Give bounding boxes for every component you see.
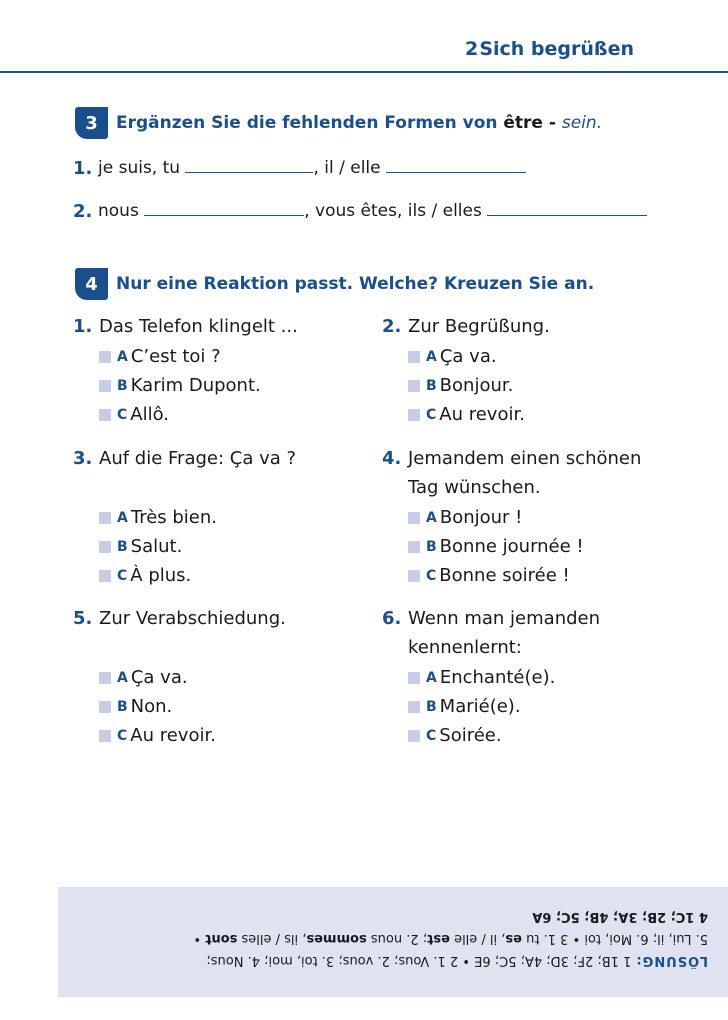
- q2-option-c[interactable]: [408, 400, 525, 429]
- checkbox[interactable]: [408, 570, 420, 582]
- checkbox[interactable]: [408, 512, 420, 524]
- q3-option-c[interactable]: [99, 561, 191, 590]
- q4-option-c[interactable]: [408, 561, 570, 590]
- checkbox[interactable]: [99, 570, 111, 582]
- chapter-title: Sich begrüßen: [479, 38, 634, 60]
- question-6-text-line-2: kennenlernt:: [408, 637, 522, 658]
- option-letter: B: [117, 538, 128, 555]
- ex3-blank-2b[interactable]: [487, 201, 647, 216]
- q5-option-a[interactable]: [99, 663, 188, 692]
- ex3-blank-1b[interactable]: [386, 158, 526, 173]
- question-3-number: 3.: [73, 448, 93, 469]
- solution-line-2: [68, 927, 708, 949]
- q6-option-b[interactable]: [408, 692, 521, 721]
- option-letter: B: [117, 698, 128, 715]
- option-letter: A: [117, 509, 128, 526]
- ex3-line-2-text-a: nous: [98, 201, 145, 221]
- option-text: Allô.: [130, 404, 170, 425]
- exercise-3-title-text: Ergänzen Sie die fehlenden Formen von: [116, 113, 504, 133]
- q4-option-a[interactable]: [408, 503, 522, 532]
- option-letter: C: [426, 567, 437, 584]
- question-4-text: [408, 444, 641, 502]
- q2-option-a[interactable]: [408, 342, 497, 371]
- q6-option-c[interactable]: [408, 721, 502, 750]
- q5-option-b[interactable]: [99, 692, 172, 721]
- ex3-line-2-text-b: , vous êtes, ils / elles: [304, 201, 488, 221]
- question-4-text-line-2: Tag wünschen.: [408, 477, 541, 498]
- exercise-4-title: Nur eine Reaktion passt. Welche? Kreuzen Sie an.: [116, 274, 595, 294]
- option-letter: A: [117, 348, 128, 365]
- option-letter: C: [117, 567, 128, 584]
- question-2: [382, 312, 550, 341]
- option-text: Karim Dupont.: [130, 375, 261, 396]
- checkbox[interactable]: [408, 701, 420, 713]
- question-5-number: 5.: [73, 608, 93, 629]
- ex3-line-1: [98, 158, 526, 178]
- exercise-4-badge: 4: [75, 268, 108, 300]
- header-divider: [0, 71, 728, 73]
- option-text: Bonne soirée !: [439, 565, 570, 586]
- question-6: [382, 604, 600, 662]
- solution-line-2-e: , ils / elles: [237, 931, 307, 946]
- solution-line-3-text: 4 1C; 2B; 3A; 4B; 5C; 6A: [532, 909, 708, 924]
- solution-line-2-bold-1: es: [505, 931, 522, 946]
- solution-box: [58, 887, 728, 997]
- question-5-text: Zur Verabschiedung.: [99, 608, 286, 629]
- exercise-3-title-word: être: [503, 113, 543, 133]
- exercise-3-title: [116, 113, 602, 133]
- solution-line-2-bold-2: est: [427, 931, 450, 946]
- question-5: [73, 604, 286, 633]
- option-text: À plus.: [130, 565, 192, 586]
- question-3: [73, 444, 296, 473]
- option-letter: C: [117, 406, 128, 423]
- exercise-3-title-dash: -: [542, 113, 562, 133]
- q3-option-a[interactable]: [99, 503, 217, 532]
- question-4: [382, 444, 641, 502]
- option-text: Bonjour.: [439, 375, 514, 396]
- option-letter: C: [426, 727, 437, 744]
- solution-text: [68, 905, 708, 971]
- ex3-line-1-text-a: je suis, tu: [98, 158, 186, 178]
- option-text: Non.: [130, 696, 173, 717]
- option-text: Enchanté(e).: [439, 667, 556, 688]
- solution-label: LÖSUNG:: [635, 953, 708, 968]
- q5-option-c[interactable]: [99, 721, 216, 750]
- page-header: [0, 0, 728, 72]
- option-text: Très bien.: [130, 507, 218, 528]
- question-4-number: 4.: [382, 448, 402, 469]
- checkbox[interactable]: [99, 351, 111, 363]
- question-1-text: Das Telefon klingelt ...: [99, 316, 298, 337]
- checkbox[interactable]: [408, 541, 420, 553]
- question-4-text-line-1: Jemandem einen schönen: [408, 448, 642, 469]
- solution-line-2-c: , il / elle: [449, 931, 506, 946]
- checkbox[interactable]: [408, 351, 420, 363]
- option-text: Ça va.: [439, 346, 497, 367]
- q6-option-a[interactable]: [408, 663, 555, 692]
- exercise-3-badge: 3: [75, 107, 108, 139]
- question-6-number: 6.: [382, 608, 402, 629]
- q1-option-b[interactable]: [99, 371, 261, 400]
- ex3-blank-2a[interactable]: [144, 201, 304, 216]
- solution-line-2-d: ; 2. nous: [366, 931, 428, 946]
- checkbox[interactable]: [99, 409, 111, 421]
- q4-option-b[interactable]: [408, 532, 584, 561]
- solution-line-3: [68, 905, 708, 927]
- ex3-line-2-number: 2.: [73, 201, 93, 222]
- option-text: Soirée.: [439, 725, 502, 746]
- solution-line-1-text: 1 1B; 2F; 3D; 4A; 5C; 6E • 2 1. Vous; 2. vous; 3. toi, moi; 4. Nous;: [206, 953, 636, 968]
- question-2-number: 2.: [382, 316, 402, 337]
- ex3-line-1-text-b: , il / elle: [313, 158, 387, 178]
- q3-option-b[interactable]: [99, 532, 182, 561]
- checkbox[interactable]: [99, 730, 111, 742]
- solution-line-2-bold-3: sommes: [306, 931, 367, 946]
- exercise-3-title-italic: sein.: [561, 113, 603, 133]
- q2-option-b[interactable]: [408, 371, 513, 400]
- option-letter: B: [117, 377, 128, 394]
- question-6-text: [408, 604, 600, 662]
- option-text: Salut.: [130, 536, 183, 557]
- ex3-line-1-number: 1.: [73, 158, 93, 179]
- solution-line-2-bold-4: sont: [205, 931, 238, 946]
- question-3-text: Auf die Frage: Ça va ?: [99, 448, 297, 469]
- checkbox[interactable]: [408, 380, 420, 392]
- question-6-text-line-1: Wenn man jemanden: [408, 608, 601, 629]
- checkbox[interactable]: [99, 380, 111, 392]
- checkbox[interactable]: [99, 672, 111, 684]
- checkbox[interactable]: [99, 701, 111, 713]
- q1-option-c[interactable]: [99, 400, 169, 429]
- option-text: Marié(e).: [439, 696, 521, 717]
- option-text: Au revoir.: [439, 404, 525, 425]
- option-letter: B: [426, 698, 437, 715]
- solution-line-1: [68, 949, 708, 971]
- option-text: Bonne journée !: [439, 536, 584, 557]
- option-letter: C: [426, 406, 437, 423]
- option-text: Bonjour !: [439, 507, 523, 528]
- q1-option-a[interactable]: [99, 342, 221, 371]
- option-letter: C: [117, 727, 128, 744]
- ex3-blank-1a[interactable]: [185, 158, 313, 173]
- checkbox[interactable]: [408, 672, 420, 684]
- solution-line-2-a: 5. Lui, il; 6. Moi, toi • 3 1. tu: [522, 931, 708, 946]
- checkbox[interactable]: [99, 541, 111, 553]
- option-letter: B: [426, 377, 437, 394]
- question-2-text: Zur Begrüßung.: [408, 316, 550, 337]
- option-text: Au revoir.: [130, 725, 216, 746]
- option-letter: B: [426, 538, 437, 555]
- option-text: C’est toi ?: [130, 346, 221, 367]
- solution-line-2-f: •: [193, 931, 206, 946]
- option-letter: A: [426, 509, 437, 526]
- option-letter: A: [426, 348, 437, 365]
- chapter-number: 2: [465, 38, 479, 60]
- question-1: [73, 312, 298, 341]
- option-letter: A: [117, 669, 128, 686]
- option-letter: A: [426, 669, 437, 686]
- ex3-line-2: [98, 201, 647, 221]
- question-1-number: 1.: [73, 316, 93, 337]
- checkbox[interactable]: [408, 730, 420, 742]
- checkbox[interactable]: [99, 512, 111, 524]
- checkbox[interactable]: [408, 409, 420, 421]
- option-text: Ça va.: [130, 667, 188, 688]
